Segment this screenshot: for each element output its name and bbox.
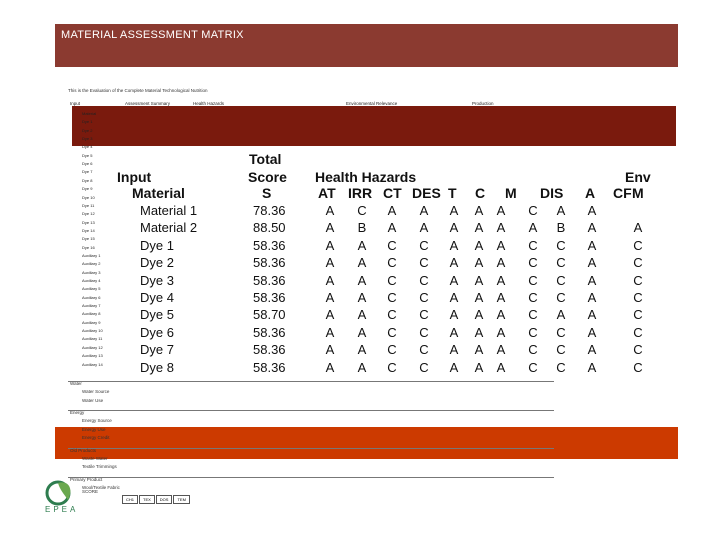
sheet-header: Input	[70, 101, 81, 106]
grade-cell: C	[387, 272, 397, 288]
sheet-row-label: Dye 8	[82, 177, 93, 183]
grade-cell: C	[556, 290, 566, 305]
grade-cell: A	[528, 220, 538, 236]
material-name: Dye 8	[140, 359, 174, 375]
header-band	[72, 106, 676, 146]
section-title: Primary Product	[70, 476, 103, 482]
grade-cell: C	[387, 324, 397, 340]
grade-cell: B	[556, 220, 566, 236]
section-title: Water	[70, 381, 82, 386]
grade-cell: A	[357, 307, 367, 323]
grade-cell: A	[496, 324, 506, 340]
grade-cell: C	[528, 324, 538, 340]
grade-cell: C	[419, 359, 429, 375]
grade-cell: C	[528, 203, 538, 218]
column-header: CT	[383, 185, 402, 201]
sheet-row-label: Dye 9	[82, 186, 93, 192]
grade-cell: C	[419, 255, 429, 271]
sheet-row-label: Dye 1	[82, 119, 93, 125]
grade-cell: A	[325, 203, 335, 218]
section-item: Water Source	[82, 389, 110, 394]
column-header: M	[505, 185, 517, 201]
grade-cell: A	[496, 203, 506, 218]
sheet-row-label: Dye 10	[82, 194, 95, 200]
grade-cell: A	[633, 220, 643, 236]
grade-cell: A	[325, 342, 335, 358]
grade-cell: A	[474, 359, 484, 375]
grade-cell: C	[419, 272, 429, 288]
column-header: A	[585, 185, 596, 201]
sheet-row-label: Auxiliary 14	[82, 361, 103, 367]
grade-cell: C	[419, 324, 429, 340]
grade-cell: C	[419, 307, 429, 323]
sheet-row-label: Dye 3	[82, 136, 93, 142]
grade-cell: A	[325, 324, 335, 340]
grade-cell: A	[449, 359, 459, 375]
total-score: 58.36	[253, 359, 286, 375]
sheet-row-label: Dye 2	[82, 127, 93, 133]
material-name: Dye 7	[140, 342, 174, 358]
score-label: SCORE	[82, 489, 99, 494]
grade-cell: A	[357, 237, 367, 253]
grade-cell: A	[496, 290, 506, 305]
grade-cell: A	[325, 220, 335, 236]
section-divider	[68, 477, 554, 478]
grade-cell: A	[587, 324, 597, 340]
sheet-row-label: Dye 13	[82, 219, 95, 225]
grade-cell: A	[587, 237, 597, 253]
column-header: AT	[318, 185, 336, 201]
material-name: Material 2	[140, 220, 198, 236]
sheet-row-label: Auxiliary 7	[82, 303, 101, 309]
sheet-header: Production	[472, 101, 494, 106]
column-header: CF	[613, 185, 632, 201]
grade-cell: A	[357, 290, 367, 305]
sheet-row-label: Dye 12	[82, 211, 95, 217]
total-score: 78.36	[253, 203, 286, 218]
sheet-header: Health Hazards	[193, 101, 225, 106]
score-box: TEM	[173, 495, 189, 504]
grade-cell: A	[449, 342, 459, 358]
grade-cell: C	[528, 255, 538, 271]
grade-cell: A	[387, 220, 397, 236]
grade-cell: A	[419, 220, 429, 236]
grade-cell: A	[587, 255, 597, 271]
material-name: Dye 5	[140, 307, 174, 323]
grade-cell: A	[496, 359, 506, 375]
sheet-intro: This is the Evaluation of the Complete Material Technological Nutrition	[68, 88, 208, 93]
grade-cell: A	[357, 342, 367, 358]
total-score: 58.36	[253, 255, 286, 271]
grade-cell: A	[449, 290, 459, 305]
grade-cell: A	[325, 272, 335, 288]
section-item: Energy Source	[82, 418, 112, 423]
grade-cell: C	[528, 237, 538, 253]
grade-cell: A	[474, 237, 484, 253]
sheet-row-label: Auxiliary 12	[82, 344, 103, 350]
grade-cell: A	[325, 359, 335, 375]
grade-cell: C	[528, 290, 538, 305]
column-header: DIS	[540, 185, 564, 201]
section-item: Wool/Textile Fabric	[82, 484, 120, 490]
column-header: T	[448, 185, 457, 201]
grade-cell: A	[325, 237, 335, 253]
material-name: Dye 2	[140, 255, 174, 271]
total-score: 58.36	[253, 237, 286, 253]
grade-cell: C	[556, 255, 566, 271]
grade-cell: A	[474, 255, 484, 271]
grade-cell: A	[587, 272, 597, 288]
grade-cell: A	[556, 203, 566, 218]
grade-cell: C	[528, 272, 538, 288]
grade-cell: C	[528, 359, 538, 375]
grade-cell: A	[587, 342, 597, 358]
grade-cell: A	[325, 290, 335, 305]
score-boxes	[122, 488, 191, 506]
total-score: 58.70	[253, 307, 286, 323]
score-box: DOS	[156, 495, 173, 504]
grade-cell: A	[496, 237, 506, 253]
grade-cell: A	[449, 237, 459, 253]
sheet-row-label: Auxiliary 6	[82, 294, 101, 300]
grade-cell: A	[474, 342, 484, 358]
sheet-row-label: Auxiliary 8	[82, 311, 101, 317]
grade-cell: A	[449, 220, 459, 236]
material-name: Material 1	[140, 203, 198, 218]
grade-cell: A	[357, 272, 367, 288]
grade-cell: C	[633, 359, 643, 375]
grade-cell: A	[357, 255, 367, 271]
grade-cell: C	[387, 307, 397, 323]
grade-cell: A	[587, 290, 597, 305]
total-score: 58.36	[253, 272, 286, 288]
grade-cell: C	[556, 359, 566, 375]
material-name: Dye 1	[140, 237, 174, 253]
grade-cell: A	[474, 324, 484, 340]
section-divider	[68, 410, 554, 411]
grade-cell: A	[387, 203, 397, 218]
section-title: Energy	[70, 410, 85, 415]
grade-cell: C	[633, 272, 643, 288]
grade-cell: C	[633, 255, 643, 271]
grade-cell: C	[357, 203, 367, 218]
grade-cell: A	[474, 220, 484, 236]
column-header: IRR	[348, 185, 373, 201]
total-score: 88.50	[253, 220, 286, 236]
sheet-row-label: Dye 5	[82, 152, 93, 158]
orange-band	[55, 427, 678, 459]
section-item: Water Use	[82, 397, 104, 403]
grade-cell: C	[387, 237, 397, 253]
section-item: Waste Water	[82, 455, 108, 461]
grade-cell: A	[449, 324, 459, 340]
material-name: Dye 3	[140, 272, 174, 288]
health-hazards-header: Health Hazards	[315, 169, 417, 185]
sheet-row-label: Auxiliary 2	[82, 261, 101, 267]
sheet-row-label: Auxiliary 5	[82, 286, 101, 292]
section-divider	[68, 381, 554, 382]
sheet-row-label: Dye 11	[82, 202, 95, 208]
page-title: MATERIAL ASSESSMENT MATRIX	[61, 29, 244, 41]
section-item: Textile Trimmings	[82, 464, 117, 469]
grade-cell: C	[633, 290, 643, 305]
input-header: Input	[117, 169, 152, 185]
material-name: Dye 6	[140, 324, 174, 340]
total-header: Total	[249, 151, 282, 167]
grade-cell: A	[496, 307, 506, 323]
env-header: Env	[625, 169, 651, 185]
grade-cell: C	[633, 324, 643, 340]
grade-cell: A	[587, 307, 597, 323]
grade-cell: C	[633, 307, 643, 323]
grade-cell: C	[387, 255, 397, 271]
grade-cell: A	[587, 359, 597, 375]
grade-cell: A	[474, 290, 484, 305]
grade-cell: C	[556, 324, 566, 340]
grade-cell: A	[419, 203, 429, 218]
section-item: Energy Use	[82, 426, 106, 432]
grade-cell: A	[449, 272, 459, 288]
section-item: Energy Credit	[82, 435, 110, 440]
grade-cell: C	[419, 290, 429, 305]
grade-cell: A	[556, 307, 566, 323]
grade-cell: A	[357, 324, 367, 340]
grade-cell: C	[556, 237, 566, 253]
grade-cell: A	[496, 272, 506, 288]
column-header: Material	[132, 185, 185, 201]
grade-cell: A	[496, 342, 506, 358]
sheet-row-label: Auxiliary 13	[82, 353, 103, 359]
column-header: S	[262, 185, 272, 201]
grade-cell: C	[387, 342, 397, 358]
sheet-row-label: Material	[82, 111, 97, 116]
column-header: C	[475, 185, 486, 201]
grade-cell: A	[496, 220, 506, 236]
section-title: Old Products	[70, 447, 97, 453]
sheet-row-label: Auxiliary 4	[82, 278, 101, 283]
grade-cell: C	[528, 307, 538, 323]
sheet-row-label: Dye 4	[82, 144, 93, 150]
grade-cell: A	[474, 203, 484, 218]
grade-cell: A	[587, 203, 597, 218]
grade-cell: C	[419, 237, 429, 253]
grade-cell: A	[474, 307, 484, 323]
sheet-row-label: Dye 14	[82, 227, 95, 233]
sheet-row-label: Dye 15	[82, 236, 95, 242]
grade-cell: A	[496, 255, 506, 271]
sheet-row-label: Auxiliary 10	[82, 328, 103, 334]
grade-cell: C	[419, 342, 429, 358]
grade-cell: C	[556, 272, 566, 288]
grade-cell: C	[633, 237, 643, 253]
sheet-row-label: Auxiliary 3	[82, 269, 101, 275]
column-header: DES	[412, 185, 441, 201]
column-header: M	[632, 185, 644, 201]
grade-cell: A	[325, 255, 335, 271]
title-banner	[55, 24, 678, 67]
grade-cell: A	[587, 220, 597, 236]
grade-cell: C	[633, 342, 643, 358]
grade-cell: A	[474, 272, 484, 288]
grade-cell: A	[449, 255, 459, 271]
sheet-row-label: Dye 16	[82, 244, 95, 250]
score-box: CH1	[122, 495, 138, 504]
grade-cell: A	[449, 307, 459, 323]
grade-cell: C	[387, 290, 397, 305]
grade-cell: C	[556, 342, 566, 358]
sheet-header: Environmental Relevance	[346, 101, 398, 106]
sheet-row-label: Dye 7	[82, 169, 93, 175]
logo-text: EPEA	[45, 505, 79, 514]
score-box: TEX	[139, 495, 155, 504]
sheet-row-label: Auxiliary 9	[82, 319, 101, 325]
sheet-row-label: Auxiliary 11	[82, 336, 103, 342]
sheet-row-label: Dye 6	[82, 161, 93, 167]
grade-cell: A	[325, 307, 335, 323]
grade-cell: A	[357, 359, 367, 375]
total-score: 58.36	[253, 290, 286, 305]
section-divider	[68, 448, 554, 449]
material-name: Dye 4	[140, 290, 174, 305]
grade-cell: A	[449, 203, 459, 218]
grade-cell: B	[357, 220, 367, 236]
total-score: 58.36	[253, 324, 286, 340]
score-header: Score	[248, 169, 287, 185]
total-score: 58.36	[253, 342, 286, 358]
grade-cell: C	[528, 342, 538, 358]
sheet-header: Assessment Summary	[125, 101, 171, 106]
grade-cell: C	[387, 359, 397, 375]
sheet-row-label: Auxiliary 1	[82, 252, 101, 258]
